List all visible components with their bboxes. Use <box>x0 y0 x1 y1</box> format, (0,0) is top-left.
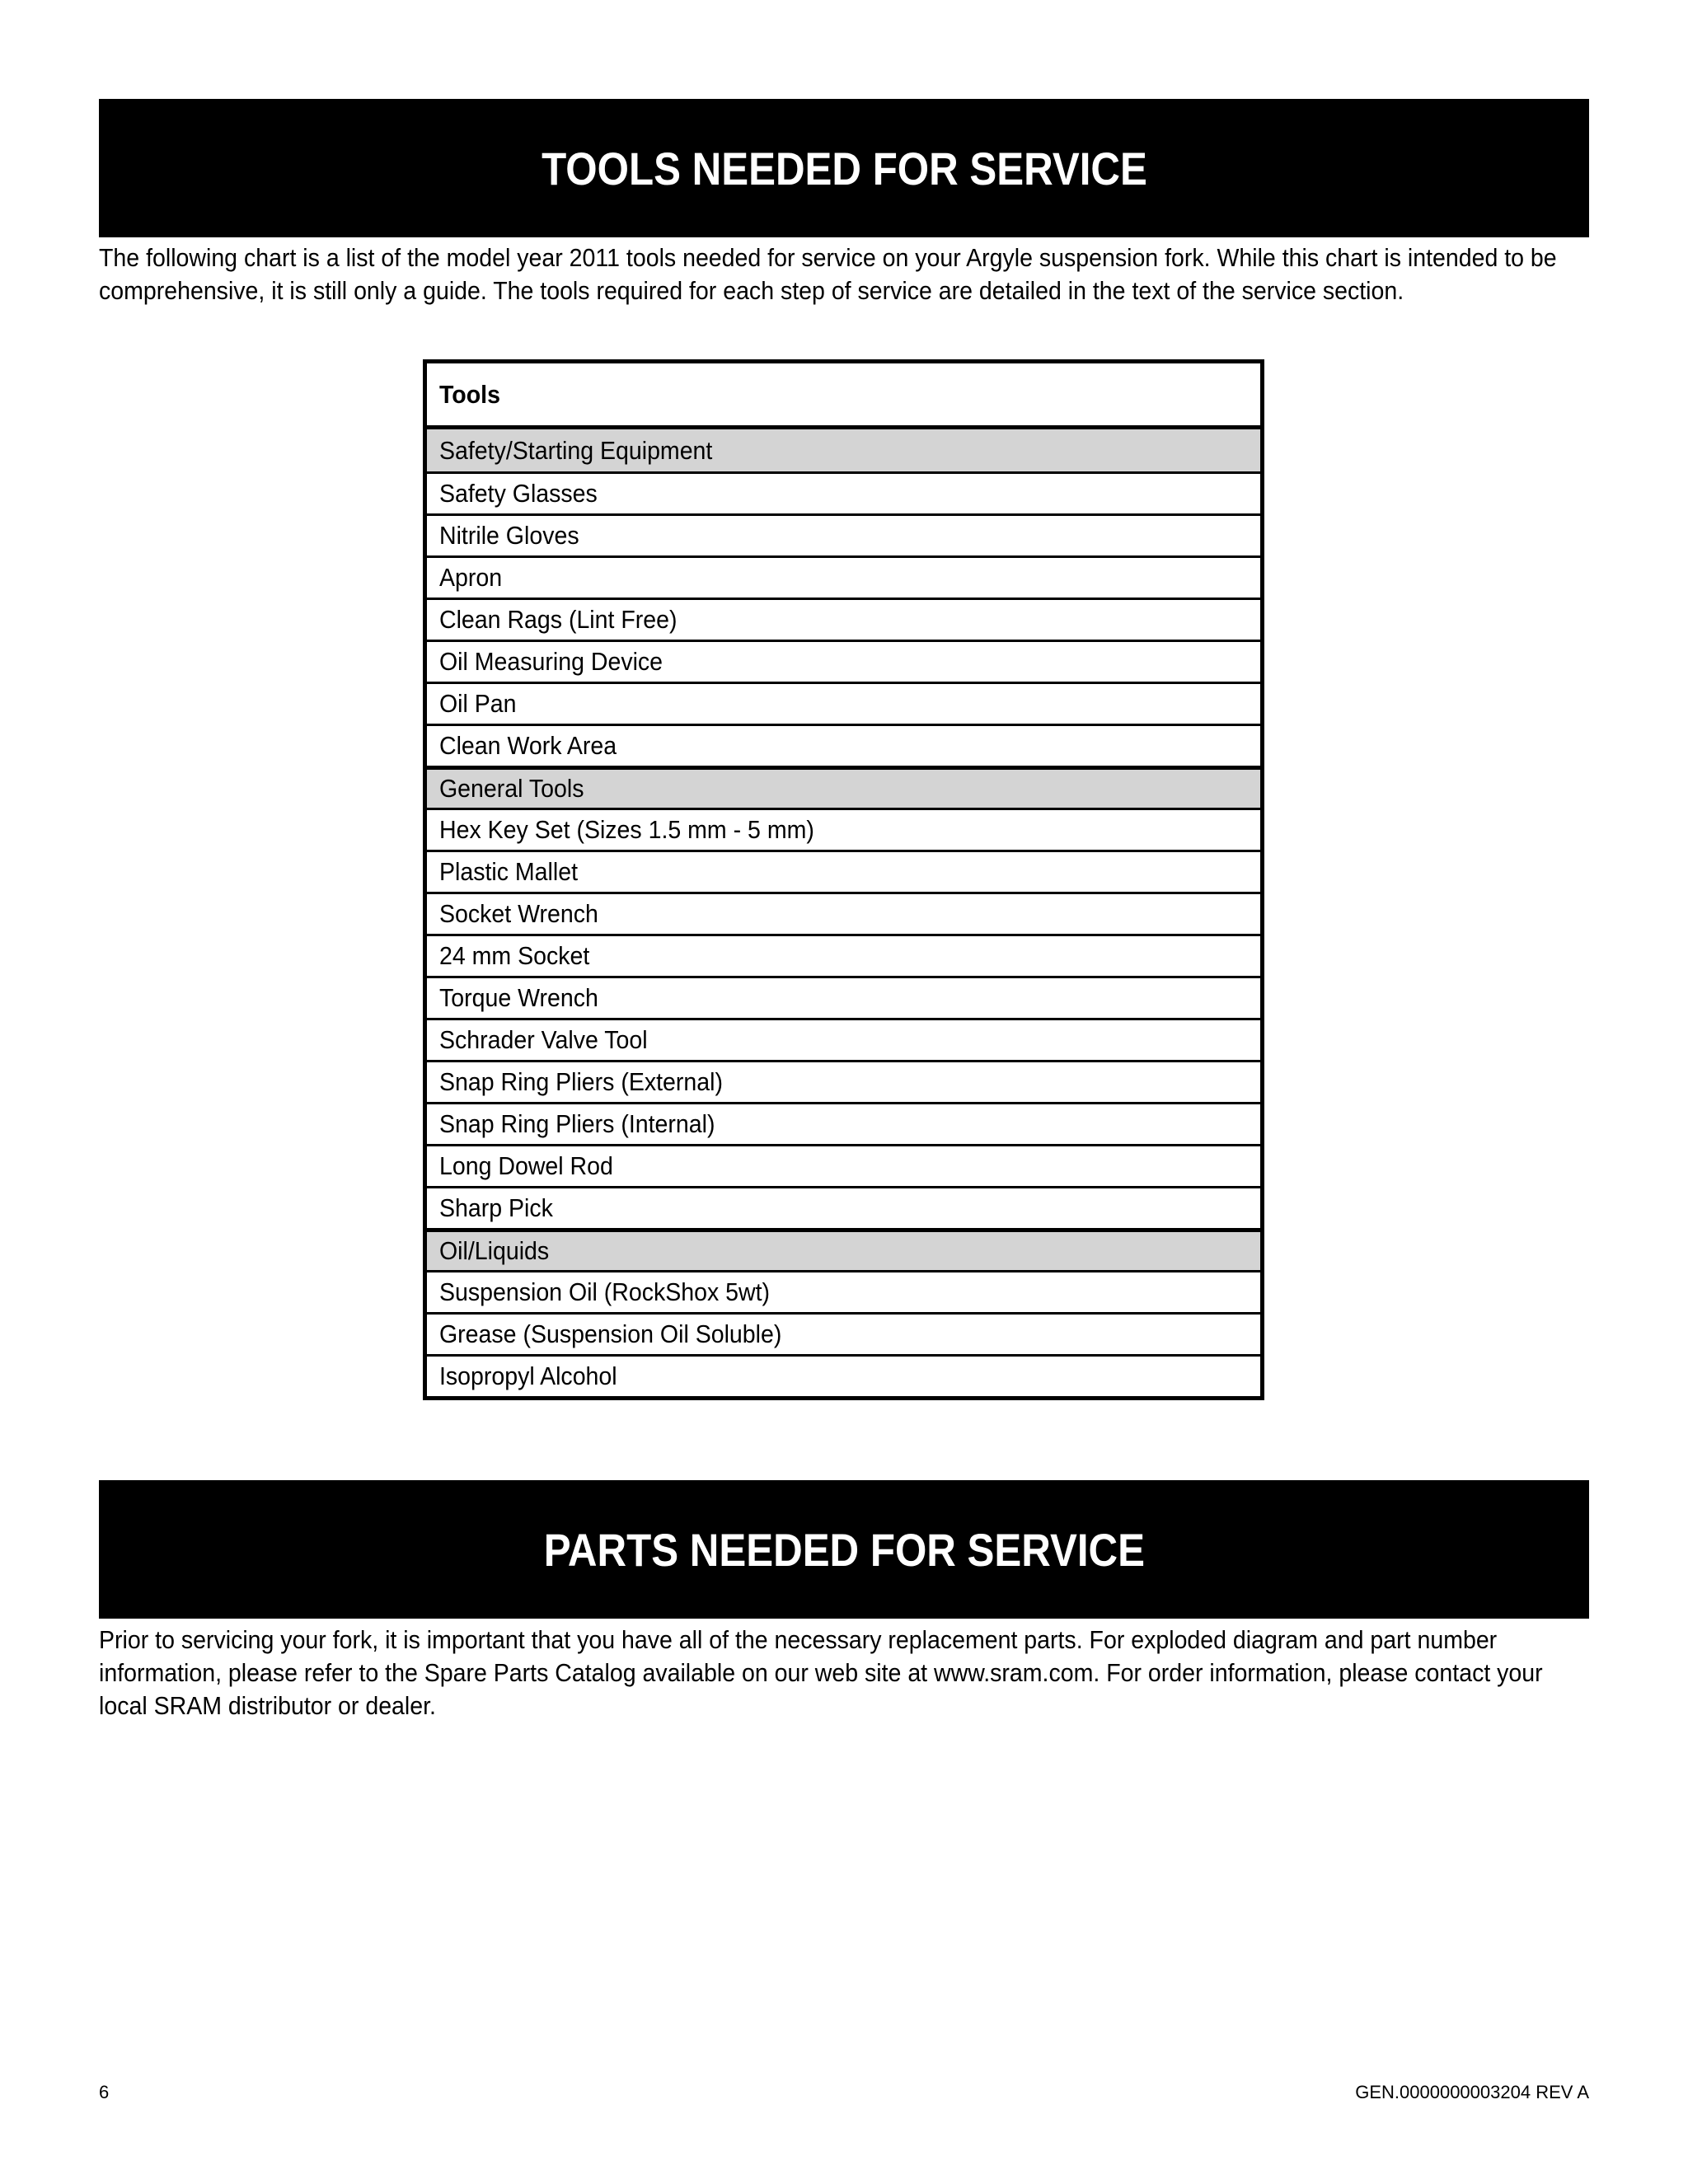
category-label: Oil/Liquids <box>439 1236 550 1265</box>
tool-label: Isopropyl Alcohol <box>439 1361 617 1390</box>
tool-label: Oil Pan <box>439 689 517 718</box>
tools-table-category-row <box>427 766 1260 808</box>
tool-label: Safety Glasses <box>439 479 598 508</box>
tool-label: Sharp Pick <box>439 1193 553 1222</box>
tool-label: Oil Measuring Device <box>439 647 663 676</box>
tools-intro-text: The following chart is a list of the model year 2011 tools needed for service on your Argyle suspension fork. While this chart is intended to be comprehensive, it is still only a guide. The tools required for each step of service are detailed in the text of the service section. <box>99 243 1557 305</box>
parts-intro-text: Prior to servicing your fork, it is important that you have all of the necessary replacement parts. For exploded diagram and part number information, please refer to the Spare Parts Catalog available on our web site at www.sram.com. For order information, please contact your local SRAM distributor or dealer. <box>99 1625 1543 1720</box>
tools-section-heading <box>99 99 1589 237</box>
tool-label: Nitrile Gloves <box>439 521 579 550</box>
category-label: Safety/Starting Equipment <box>439 435 713 465</box>
category-label: General Tools <box>439 774 584 803</box>
tool-label: Apron <box>439 563 503 592</box>
tools-table-row <box>427 598 1260 640</box>
tool-label: Hex Key Set (Sizes 1.5 mm - 5 mm) <box>439 815 814 844</box>
tools-table-header-text: Tools <box>439 379 500 409</box>
tools-table-row <box>427 1060 1260 1102</box>
tool-label: Socket Wrench <box>439 899 598 928</box>
tools-table-row <box>427 808 1260 850</box>
parts-intro-paragraph <box>99 1624 1589 1722</box>
tools-table <box>423 359 1264 1400</box>
tools-intro-paragraph <box>99 241 1589 307</box>
tools-table-row <box>427 513 1260 555</box>
tools-table-row <box>427 1186 1260 1228</box>
page-number: 6 <box>99 2082 110 2102</box>
tools-table-row <box>427 1354 1260 1396</box>
tool-label: Suspension Oil (RockShox 5wt) <box>439 1277 771 1306</box>
tool-label: Snap Ring Pliers (Internal) <box>439 1109 715 1138</box>
tools-table-row <box>427 892 1260 934</box>
tool-label: Clean Work Area <box>439 731 617 760</box>
tool-label: Snap Ring Pliers (External) <box>439 1067 723 1096</box>
tools-table-body <box>427 429 1260 1396</box>
parts-section-heading <box>99 1480 1589 1619</box>
tools-heading-text: TOOLS NEEDED FOR SERVICE <box>541 142 1147 194</box>
tools-table-row <box>427 1018 1260 1060</box>
tool-label: Clean Rags (Lint Free) <box>439 605 678 634</box>
tool-label: Schrader Valve Tool <box>439 1025 648 1054</box>
tools-table-category-row <box>427 429 1260 471</box>
tools-table-row <box>427 471 1260 513</box>
parts-heading-text: PARTS NEEDED FOR SERVICE <box>543 1523 1145 1576</box>
tools-table-row <box>427 682 1260 724</box>
tools-table-row <box>427 640 1260 682</box>
tools-table-category-row <box>427 1228 1260 1270</box>
tool-label: Grease (Suspension Oil Soluble) <box>439 1319 782 1348</box>
tools-table-row <box>427 976 1260 1018</box>
tools-table-row <box>427 724 1260 766</box>
tools-table-row <box>427 1102 1260 1144</box>
tools-table-row <box>427 555 1260 598</box>
tools-table-row <box>427 1144 1260 1186</box>
document-id: GEN.0000000003204 REV A <box>1355 2082 1589 2102</box>
tools-table-row <box>427 1312 1260 1354</box>
tools-table-header <box>427 363 1260 429</box>
tool-label: 24 mm Socket <box>439 941 590 970</box>
tools-table-row <box>427 1270 1260 1312</box>
tools-table-row <box>427 850 1260 892</box>
tool-label: Torque Wrench <box>439 983 598 1012</box>
tool-label: Long Dowel Rod <box>439 1151 613 1180</box>
tool-label: Plastic Mallet <box>439 857 579 886</box>
tools-table-row <box>427 934 1260 976</box>
